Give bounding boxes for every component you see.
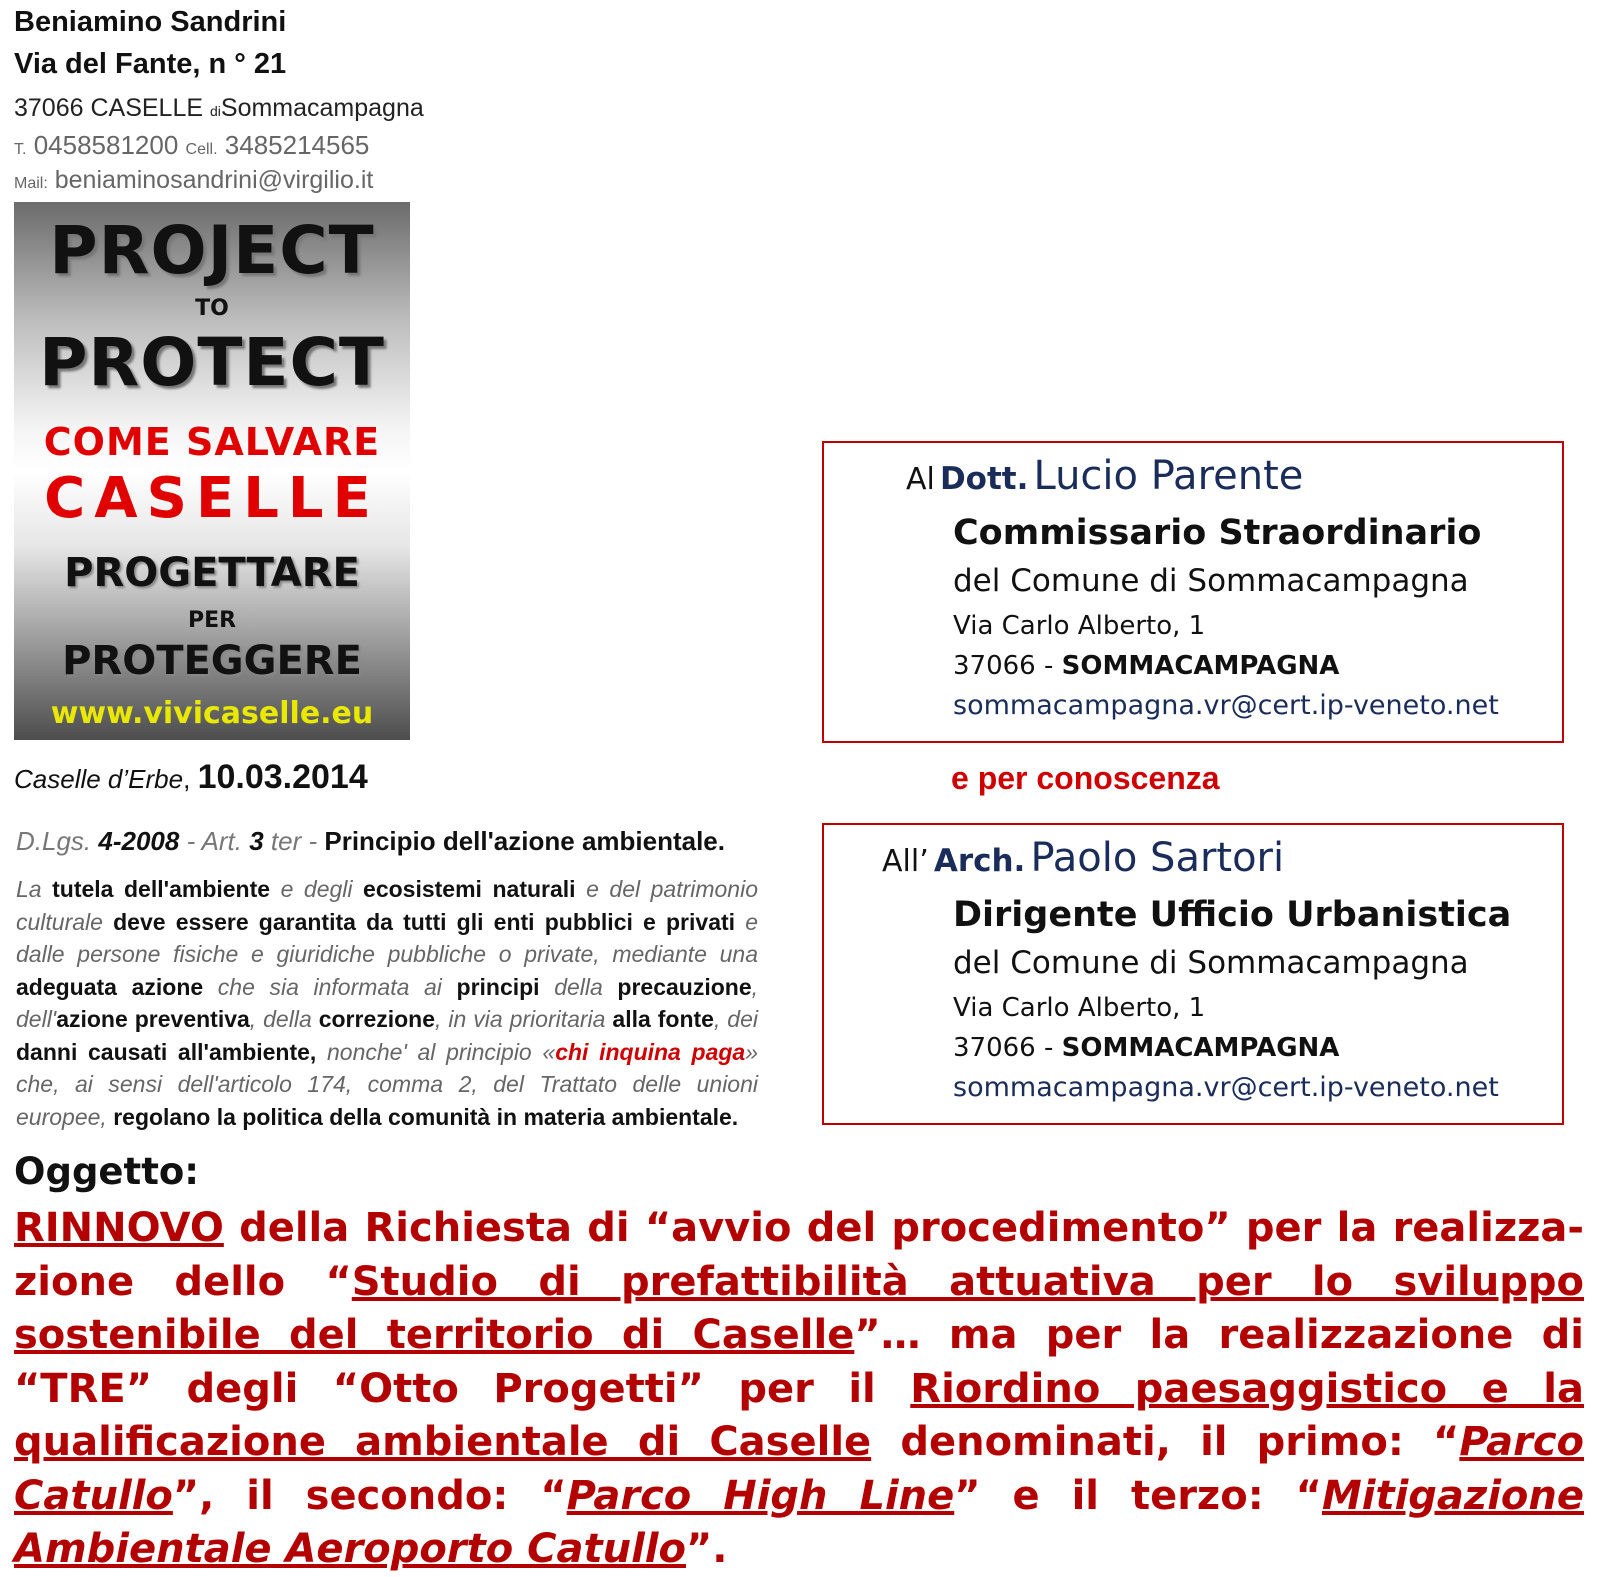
sender-street: Via del Fante, n ° 21 — [14, 48, 287, 80]
logo-line-caselle: CASELLE — [44, 466, 380, 531]
logo-line-come-salvare: COME SALVARE — [43, 420, 381, 464]
recipient2-prefix: All’ — [882, 844, 929, 879]
sender-di: di — [209, 103, 221, 119]
cc-label: e per conoscenza — [951, 760, 1220, 796]
subject-t1: della Richiesta di “avvio del procedimento” per la realizza-zione dello “ — [14, 1205, 1584, 1305]
recipient1-title: Dott. — [939, 461, 1029, 497]
law-c: - Art. — [186, 826, 242, 856]
date-place: Caselle d’Erbe — [14, 764, 184, 794]
law-b5: principi — [456, 973, 540, 1000]
subject-text — [14, 1202, 1584, 1577]
logo-line-proteggere: PROTEGGERE — [62, 638, 362, 684]
sender-mail-line — [14, 166, 373, 195]
law-t2: e degli — [270, 876, 364, 902]
phone-number: 0458581200 — [33, 130, 179, 160]
law-t6: della — [539, 973, 618, 1000]
recipient1-prefix: Al — [906, 462, 935, 497]
subject-t5: ” e il terzo: “ — [954, 1472, 1322, 1519]
law-t11: nonche' al principio « — [316, 1038, 556, 1065]
logo-line-protect: PROTECT — [39, 324, 385, 401]
law-t1: La — [16, 876, 53, 902]
law-t12: » che, ai sensi dell'articolo 174, comma 2, del Trattato delle unioni europee, — [16, 1038, 758, 1130]
law-t9: , in via prioritaria — [435, 1006, 613, 1032]
law-t5: che sia informata ai — [203, 973, 457, 1000]
cell-number: 3485214565 — [224, 130, 370, 160]
law-title: Principio dell'azione ambientale. — [324, 826, 725, 856]
law-t3: e del patrimonio culturale — [16, 876, 759, 935]
cell-label: Cell. — [185, 141, 218, 158]
recipient2-role: Dirigente Ufficio Urbanistica — [953, 895, 1512, 935]
subject-u1: RINNOVO — [14, 1205, 224, 1251]
recipient-box-primary — [822, 441, 1564, 743]
law-b4: adeguata azione — [16, 973, 204, 1000]
recipient2-org: del Comune di Sommacampagna — [953, 945, 1469, 981]
law-b3: deve essere garantita da tutti gli enti pubblici e privati — [113, 908, 736, 935]
law-red: chi inquina paga — [555, 1038, 746, 1065]
logo-line-project: PROJECT — [49, 212, 375, 289]
law-b2: ecosistemi naturali — [363, 876, 576, 902]
law-a: D.Lgs. — [16, 826, 92, 856]
law-t8: , della — [249, 1006, 319, 1032]
law-b6: precauzione — [617, 973, 752, 1000]
law-reference — [16, 826, 725, 857]
logo-line-to: TO — [195, 296, 229, 321]
logo-url: www.vivicaselle.eu — [50, 696, 374, 731]
subject-t3: denominati, il primo: “ — [871, 1419, 1460, 1465]
law-t7: , dell' — [16, 973, 759, 1032]
law-b: 4-2008 — [98, 826, 180, 856]
recipient-box-cc — [822, 823, 1564, 1125]
law-b8: correzione — [318, 1006, 436, 1032]
law-t10: , dei — [713, 1006, 758, 1032]
subject-u5: Parco High Line — [566, 1472, 955, 1519]
subject-t6: ”. — [685, 1526, 728, 1572]
project-to-protect-logo — [14, 202, 410, 740]
phone-label: T. — [14, 141, 27, 158]
recipient2-cap: 37066 - — [953, 1033, 1054, 1063]
subject-t2: ”… ma per la realizzazione di “TRE” degli “Otto Progetti” per il — [14, 1312, 1584, 1412]
subject-u4: Parco Catullo — [14, 1419, 1585, 1519]
logo-line-per: PER — [187, 608, 237, 633]
recipient1-cap: 37066 - — [953, 651, 1054, 681]
recipient2-street: Via Carlo Alberto, 1 — [953, 993, 1206, 1023]
subject-t4: ”, il secondo: “ — [172, 1472, 567, 1519]
date-line — [14, 758, 368, 797]
recipient1-street: Via Carlo Alberto, 1 — [953, 611, 1206, 641]
date-value: 10.03.2014 — [197, 758, 368, 796]
recipient1-email: sommacampagna.vr@cert.ip-veneto.net — [953, 690, 1499, 721]
recipient2-heading — [882, 835, 1284, 881]
law-e: ter - — [270, 826, 318, 856]
sender-name: Beniamino Sandrini — [14, 6, 287, 38]
law-b9: alla fonte — [612, 1006, 714, 1032]
recipient2-city: SOMMACAMPAGNA — [1061, 1033, 1340, 1063]
law-t4: e dalle persone fisiche e giuridiche pubbliche o private, mediante una — [16, 908, 758, 967]
recipient1-heading — [906, 453, 1303, 499]
subject-u6: Mitigazione Ambientale Aeroporto Catullo — [14, 1472, 1584, 1572]
recipient1-cityline — [953, 651, 1339, 681]
recipient1-org: del Comune di Sommacampagna — [953, 563, 1469, 599]
recipient2-email: sommacampagna.vr@cert.ip-veneto.net — [953, 1072, 1499, 1103]
subject-u3: Riordino paesaggistico e la qualificazione ambientale di Caselle — [14, 1365, 1585, 1465]
subject-label: Oggetto: — [14, 1150, 200, 1193]
recipient2-title: Arch. — [933, 843, 1026, 879]
recipient1-name: Lucio Parente — [1033, 453, 1304, 499]
recipient2-name: Paolo Sartori — [1030, 835, 1285, 881]
recipient2-cityline — [953, 1033, 1339, 1063]
sender-postcode: 37066 CASELLE — [14, 94, 204, 122]
law-b7: azione preventiva — [56, 1006, 250, 1032]
mail-address: beniaminosandrini@virgilio.it — [54, 166, 374, 194]
sender-phone-line — [14, 130, 369, 161]
recipient1-role: Commissario Straordinario — [953, 513, 1482, 553]
sender-town: Sommacampagna — [220, 94, 424, 122]
sender-city — [14, 94, 424, 123]
law-text — [16, 873, 758, 1133]
law-b1: tutela dell'ambiente — [52, 876, 271, 902]
subject-u2: Studio di prefattibilità attuativa per lo sviluppo sostenibile del territorio di Caselle — [14, 1258, 1584, 1358]
law-b11: regolano la politica della comunità in materia ambientale. — [113, 1103, 739, 1130]
law-d: 3 — [249, 826, 264, 856]
date-sep: , — [183, 764, 191, 794]
logo-line-progettare: PROGETTARE — [64, 550, 360, 596]
mail-label: Mail: — [14, 175, 48, 192]
recipient1-city: SOMMACAMPAGNA — [1061, 651, 1340, 681]
law-b10: danni causati all'ambiente, — [16, 1038, 317, 1065]
